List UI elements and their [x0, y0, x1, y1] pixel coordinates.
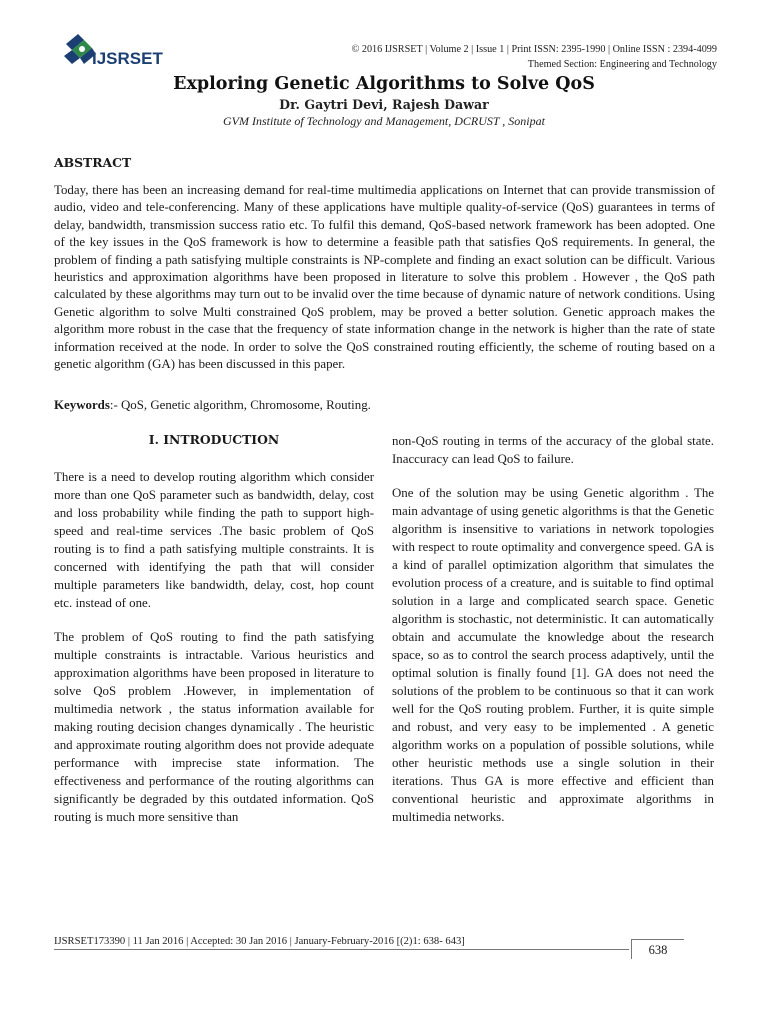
journal-issue-info: © 2016 IJSRSET | Volume 2 | Issue 1 | Print ISSN: 2395-1990 | Online ISSN : 2394-4099: [351, 44, 717, 55]
introduction-heading: I. INTRODUCTION: [148, 432, 280, 447]
page-number: 638: [631, 939, 684, 959]
left-column: [54, 430, 374, 826]
paper-title: Exploring Genetic Algorithms to Solve QoS: [173, 74, 595, 94]
logo-text: IJSRSET: [92, 49, 163, 68]
abstract-heading: ABSTRACT: [54, 155, 132, 170]
keywords-label: Keywords: [54, 398, 110, 412]
footer-divider: [54, 949, 629, 950]
keywords: [54, 397, 715, 414]
intro-paragraph-1: There is a need to develop routing algorithm which consider more than one QoS parameter such as bandwidth, delay, cost and loss probability while finding the path to support high-speed and real-time services .The basic problem of QoS routing is to find a path satisfying multiple constraints. It is concerned with identifying the path that will consider multiple parameters like bandwidth, delay, cost, hop count etc. instead of one.: [54, 470, 374, 610]
intro-paragraph-4: One of the solution may be using Genetic algorithm . The main advantage of using genetic algorithms is that the Genetic algorithm is insensitive to variations in network topologies with respect to route optimality and convergence speed. GA is a kind of parallel optimization algorithm that simulates the evolution process of a creature, and is suitable to find optimal solution in a large and complicated search space. Genetic algorithm is stochastic, not deterministic. It can automatically obtain and accumulate the knowledge about the research space, so as to control the search process adaptively, until the optimal solution is finally found [1]. GA does not need the solutions of the problem to be continuous so that it can work well for the QoS routing problem. Further, it is quite simple and robust, and very easy to be implemented . A genetic algorithm works on a population of possible solutions, while other heuristic methods use a single solution in their iterations. Thus GA is more effective and efficient than conventional heuristic and approximate algorithms in multimedia networks.: [392, 486, 714, 824]
themed-section: Themed Section: Engineering and Technology: [527, 59, 717, 70]
paper-authors: Dr. Gaytri Devi, Rajesh Dawar: [279, 97, 489, 112]
journal-logo: [62, 30, 166, 72]
abstract-body: Today, there has been an increasing demand for real-time multimedia applications on Internet that can provide transmission of audio, video and tele-conferencing. Many of these applications have multiple quality-of-service (QoS) guarantees in terms of delay, bandwidth, transmission success ratio etc. To fulfil this demand, QoS-based network framework has been adopted. One of the key issues in the QoS framework is how to determine a feasible path that satisfies QoS requirements. In general, the problem of finding a path satisfying multiple constraints is NP-complete and finding an exact solution can be difficult. Various heuristics and approximation algorithms have been proposed in literature to solve this problem . However , the QoS path calculated by these algorithms may turn out to be invalid over the time because of dynamic nature of network conditions. Using Genetic algorithm to solve Multi constrained QoS problem, may be proved a better solution. Genetic approach makes the algorithm more robust in the case that the frequency of state information change in the network is higher than the rate of state information received at the node. In order to solve the QoS constrained routing efficiently, the scheme of routing based on a genetic algorithm (GA) has been discussed in this paper.: [54, 183, 715, 372]
intro-paragraph-3: non-QoS routing in terms of the accuracy of the global state. Inaccuracy can lead QoS to failure.: [392, 434, 714, 466]
keywords-text: :- QoS, Genetic algorithm, Chromosome, Routing.: [109, 398, 371, 412]
journal-header-info: [352, 42, 717, 72]
paper-affiliation: GVM Institute of Technology and Management, DCRUST , Sonipat: [223, 114, 545, 128]
right-column: [392, 430, 714, 826]
intro-paragraph-2: The problem of QoS routing to find the path satisfying multiple constraints is intractable. Various heuristics and approximation algorithms have been proposed in literature to solve QoS problem .However, in implementation of multimedia network , the status information available for making routing decision changes dynamically . The heuristic and approximate routing algorithm does not provide adequate performance with imprecise state information. The effectiveness and performance of the routing algorithms can significantly be degraded by this outdated information. QoS routing is much more sensitive than: [54, 630, 374, 824]
footer-citation: IJSRSET173390 | 11 Jan 2016 | Accepted: 30 Jan 2016 | January-February-2016 [(2)1: 638- 643]: [54, 936, 465, 947]
